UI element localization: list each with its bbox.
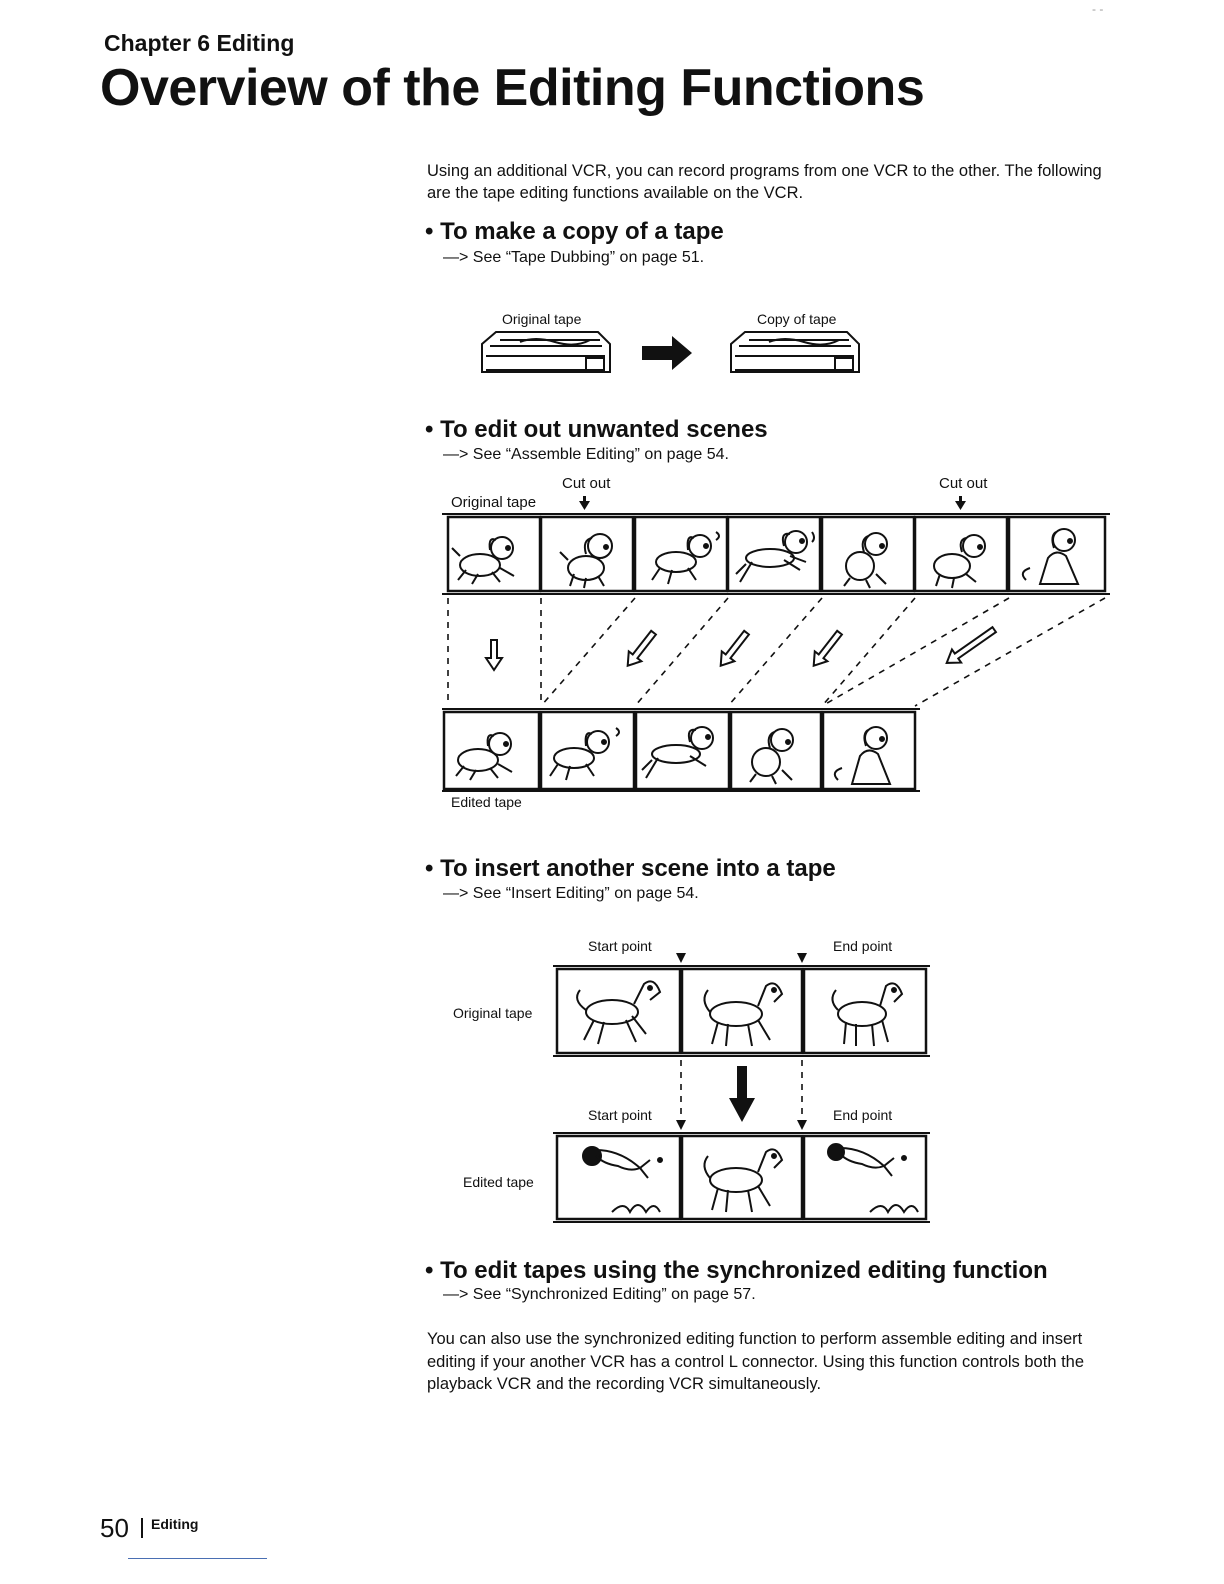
assemble-original-label: Original tape — [451, 494, 537, 511]
dolphin-frame-icon — [828, 1144, 918, 1212]
cut-out-label-1: Cut out — [562, 475, 611, 492]
cut-out-label-2: Cut out — [939, 475, 988, 492]
insert-edited-label: Edited tape — [463, 1174, 534, 1190]
start-point-label-top: Start point — [588, 938, 652, 954]
insert-original-label: Original tape — [453, 1005, 533, 1021]
dolphin-frame-icon — [583, 1147, 662, 1212]
end-point-marker-icon — [797, 953, 807, 963]
end-point-label-top: End point — [833, 938, 893, 954]
section-reference-assemble: —> See “Assemble Editing” on page 54. — [443, 446, 729, 463]
footer-section-label: Editing — [151, 1516, 199, 1532]
section-reference-insert: —> See “Insert Editing” on page 54. — [443, 885, 699, 902]
intro-paragraph: Using an additional VCR, you can record programs from one VCR to the other. The following are the tape editing functions available on the VCR. — [427, 162, 1102, 202]
footer-divider — [141, 1518, 143, 1538]
start-point-marker-icon — [676, 953, 686, 963]
section-reference-copy: —> See “Tape Dubbing” on page 51. — [443, 249, 705, 266]
copy-tape-label: Copy of tape — [757, 311, 837, 327]
section-heading-assemble: • To edit out unwanted scenes — [425, 416, 768, 443]
corner-mark: - - — [1092, 2, 1104, 16]
end-point-label-bottom: End point — [833, 1107, 893, 1123]
horse-frame-icon — [704, 1149, 782, 1212]
section-heading-sync: • To edit tapes using the synchronized editing function — [425, 1257, 1048, 1284]
section-reference-sync: —> See “Synchronized Editing” on page 57. — [443, 1286, 756, 1303]
chapter-label: Chapter 6 Editing — [104, 30, 295, 56]
horse-frame-icon — [577, 981, 660, 1044]
horse-frame-icon — [832, 983, 902, 1046]
closing-paragraph: You can also use the synchronized editing function to perform assemble editing and insert editing if your another VCR has a control L connector. Using this function controls both the playback VCR and the recording VCR simultaneously. — [427, 1330, 1085, 1393]
original-tape-label: Original tape — [502, 311, 582, 327]
footer-rule — [128, 1558, 267, 1559]
section-heading-insert: • To insert another scene into a tape — [425, 855, 836, 882]
end-point-marker-icon — [797, 1120, 807, 1130]
section-heading-copy: • To make a copy of a tape — [425, 218, 724, 245]
horse-frame-icon — [704, 983, 782, 1046]
page-title: Overview of the Editing Functions — [100, 59, 925, 117]
insert-down-arrow-icon — [729, 1066, 755, 1122]
assemble-edited-label: Edited tape — [451, 794, 522, 810]
page-number: 50 — [100, 1513, 129, 1543]
start-point-label-bottom: Start point — [588, 1107, 652, 1123]
start-point-marker-icon — [676, 1120, 686, 1130]
